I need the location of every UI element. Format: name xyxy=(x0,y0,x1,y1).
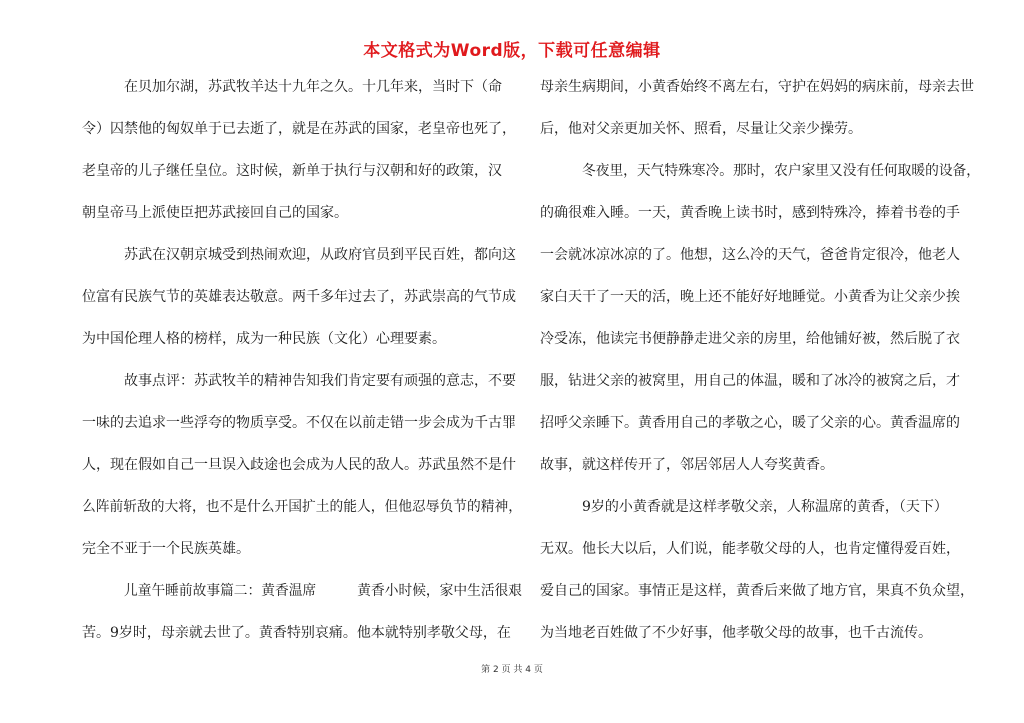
text-line: 故事点评：苏武牧羊的精神告知我们肯定要有顽强的意志，不要 xyxy=(124,373,516,389)
text-line: 苏武在汉朝京城受到热闹欢迎，从政府官员到平民百姓，都向这 xyxy=(124,247,516,263)
text-line: 么阵前斩敌的大将，也不是什么开国扩土的能人，但他忍辱负节的精神， xyxy=(82,499,522,515)
text-line: 人，现在假如自己一旦误入歧途也会成为人民的敌人。苏武虽然不是什 xyxy=(82,457,516,473)
text-line: 服，钻进父亲的被窝里，用自己的体温，暖和了冰冷的被窝之后，才 xyxy=(540,373,960,389)
text-line: 爱自己的国家。事情正是这样，黄香后来做了地方官，果真不负众望， xyxy=(540,583,974,599)
text-line: 冬夜里，天气特殊寒冷。那时，农户家里又没有任何取暖的设备， xyxy=(582,163,980,179)
text-line: 儿童午睡前故事篇二：黄香温席 黄香小时候，家中生活很艰 xyxy=(124,583,522,599)
text-line: 为当地老百姓做了不少好事，他孝敬父母的故事，也千古流传。 xyxy=(540,625,932,641)
page-number-footer: 第 2 页 共 4 页 xyxy=(481,665,543,675)
document-header-title: 本文格式为Word版，下载可任意编辑 xyxy=(363,41,661,61)
text-line: 令）囚禁他的匈奴单于已去逝了，就是在苏武的国家，老皇帝也死了， xyxy=(82,121,516,137)
text-line: 苦。9岁时，母亲就去世了。黄香特别哀痛。他本就特别孝敬父母，在 xyxy=(82,625,511,641)
text-line: 朝皇帝马上派使臣把苏武接回自己的国家。 xyxy=(82,205,348,221)
text-line: 的确很难入睡。一天，黄香晚上读书时，感到特殊冷，捧着书卷的手 xyxy=(540,205,960,221)
text-line: 完全不亚于一个民族英雄。 xyxy=(82,541,250,557)
text-line: 在贝加尔湖，苏武牧羊达十九年之久。十几年来，当时下（命 xyxy=(124,79,502,95)
text-line: 母亲生病期间，小黄香始终不离左右，守护在妈妈的病床前，母亲去世 xyxy=(540,79,974,95)
text-line: 招呼父亲睡下。黄香用自己的孝敬之心，暖了父亲的心。黄香温席的 xyxy=(540,415,960,431)
text-line: 一味的去追求一些浮夸的物质享受。不仅在以前走错一步会成为千古罪 xyxy=(82,415,516,431)
text-line: 冷受冻，他读完书便静静走进父亲的房里，给他铺好被，然后脱了衣 xyxy=(540,331,960,347)
text-line: 为中国伦理人格的榜样，成为一种民族（文化）心理要素。 xyxy=(82,331,446,347)
text-line: 一会就冰凉冰凉的了。他想，这么冷的天气，爸爸肯定很冷，他老人 xyxy=(540,247,960,263)
text-line: 位富有民族气节的英雄表达敬意。两千多年过去了，苏武崇高的气节成 xyxy=(82,289,516,305)
text-line: 后，他对父亲更加关怀、照看，尽量让父亲少操劳。 xyxy=(540,121,862,137)
text-line: 故事，就这样传开了，邻居邻居人人夸奖黄香。 xyxy=(540,457,834,473)
text-line: 老皇帝的儿子继任皇位。这时候，新单于执行与汉朝和好的政策，汉 xyxy=(82,163,502,179)
text-line: 家白天干了一天的活，晚上还不能好好地睡觉。小黄香为让父亲少挨 xyxy=(540,289,960,305)
text-line: 无双。他长大以后，人们说，能孝敬父母的人，也肯定懂得爱百姓， xyxy=(540,541,960,557)
text-line: 9岁的小黄香就是这样孝敬父亲，人称温席的黄香，（天下） xyxy=(582,499,948,515)
